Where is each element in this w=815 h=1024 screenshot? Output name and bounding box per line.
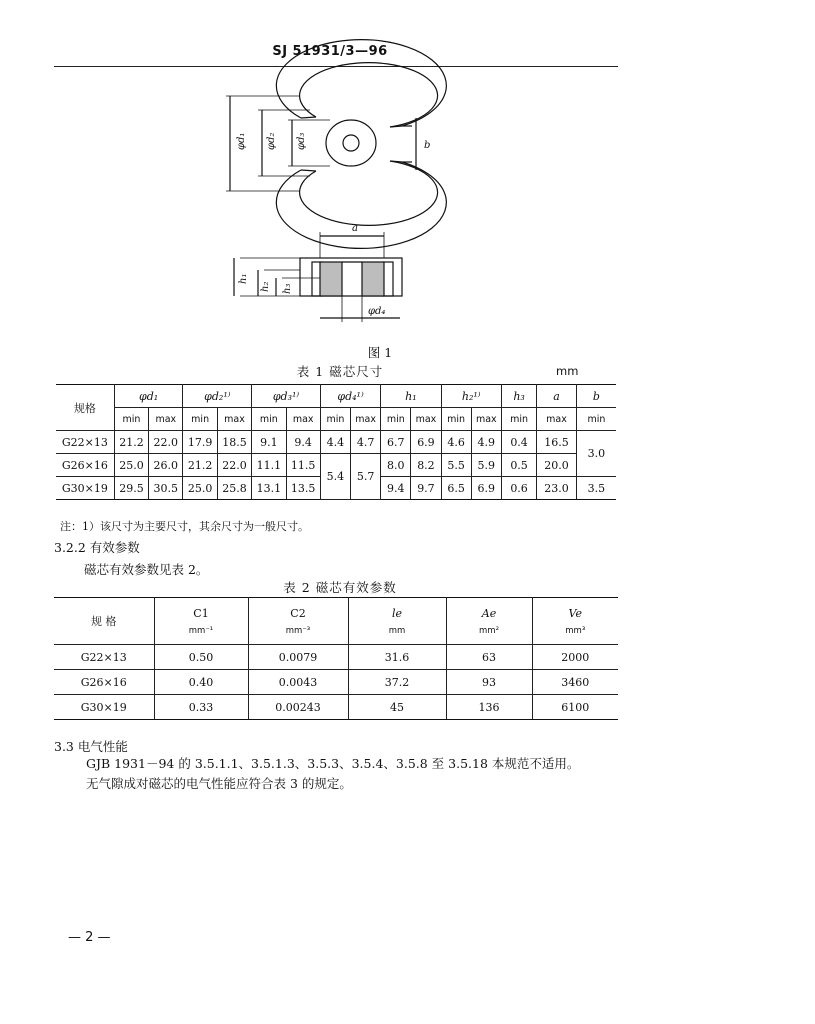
table-1-unit: mm: [556, 364, 579, 378]
inner-ring-top: [300, 63, 438, 127]
section-3-2-2-text: 磁芯有效参数见表 2。: [84, 562, 209, 577]
col-h1-header: h₁: [381, 385, 441, 408]
t2-col-spec: 规 格: [54, 598, 154, 645]
table-row: G26×16 25.0 26.0 21.2 22.0 11.1 11.5 5.4 5.7 8.0 8.2 5.5 5.9 0.5 20.0: [56, 454, 616, 477]
sub-header-row: min max min max min max min max min max min max min max min: [56, 408, 616, 431]
section-3-3-heading: 3.3 电气性能: [54, 739, 128, 754]
hatch-left: [320, 262, 342, 296]
section-3-3-line-2: 无气隙成对磁芯的电气性能应符合表 3 的规定。: [86, 776, 352, 791]
col-d4-header: φd₄¹⁾: [320, 385, 380, 408]
t2-col-ae: Ae mm²: [446, 598, 532, 645]
label-d1: φd₁: [236, 132, 247, 150]
hatch-right: [362, 262, 384, 296]
table-row: G30×19 0.33 0.00243 45 136 6100: [54, 695, 618, 720]
t2-col-ve: Ve mm³: [532, 598, 618, 645]
label-a: a: [352, 223, 358, 234]
table-1-title: 表 1 磁芯尺寸: [296, 364, 384, 379]
table-1-note: 注：1）该尺寸为主要尺寸，其余尺寸为一般尺寸。: [60, 520, 309, 533]
section-3-3-line-1: GJB 1931－94 的 3.5.1.1、3.5.1.3、3.5.3、3.5.4、3.5.8 至 3.5.18 本规范不适用。: [86, 756, 580, 771]
label-h1: h₁: [238, 273, 249, 284]
inner-ring-bottom: [300, 161, 438, 225]
document-code: SJ 51931/3—96: [272, 44, 388, 59]
merged-d4min-cell: 5.4: [320, 454, 350, 500]
page-number: — 2 —: [68, 930, 111, 945]
figure-caption: 图 1: [367, 345, 393, 360]
col-h2-header: h₂¹⁾: [441, 385, 501, 408]
center-hole: [343, 135, 359, 151]
col-d2-header: φd₂¹⁾: [183, 385, 252, 408]
label-h2: h₂: [260, 281, 271, 292]
table-2-effective-parameters: [54, 597, 618, 720]
col-d1-header: φd₁: [114, 385, 183, 408]
label-b: b: [424, 140, 431, 151]
merged-d4max-cell: 5.7: [351, 454, 381, 500]
label-h3: h₃: [282, 283, 293, 294]
figure-1-drawing: [0, 0, 815, 360]
section-3-2-2-heading: 3.2.2 有效参数: [54, 540, 140, 555]
label-d2: φd₂: [266, 132, 277, 150]
outer-ring-top: [276, 40, 446, 126]
t2-col-c1: C1 mm⁻¹: [154, 598, 248, 645]
label-d3: φd₃: [296, 132, 307, 150]
table-1-core-dimensions: [56, 384, 616, 500]
table-row: G22×13 0.50 0.0079 31.6 63 2000: [54, 645, 618, 670]
col-a-header: a: [537, 385, 577, 408]
section-outline: [300, 258, 402, 296]
col-b-header: b: [576, 385, 616, 408]
col-spec-header: 规格: [56, 385, 114, 431]
t2-col-c2: C2 mm⁻³: [248, 598, 348, 645]
t2-col-le: le mm: [348, 598, 446, 645]
col-d3-header: φd₃¹⁾: [252, 385, 321, 408]
table-2-title: 表 2 磁芯有效参数: [283, 580, 397, 595]
table-row: G22×13 21.2 22.0 17.9 18.5 9.1 9.4 4.4 4.7 6.7 6.9 4.6 4.9 0.4 16.5 3.0: [56, 431, 616, 454]
label-d4: φd₄: [368, 306, 386, 317]
col-h3-header: h₃: [501, 385, 536, 408]
table-row: G26×16 0.40 0.0043 37.2 93 3460: [54, 670, 618, 695]
merged-b-cell: 3.0: [576, 431, 616, 477]
center-post: [326, 120, 376, 166]
table-row: G30×19 29.5 30.5 25.0 25.8 13.1 13.5 9.4 9.7 6.5 6.9 0.6 23.0 3.5: [56, 477, 616, 500]
